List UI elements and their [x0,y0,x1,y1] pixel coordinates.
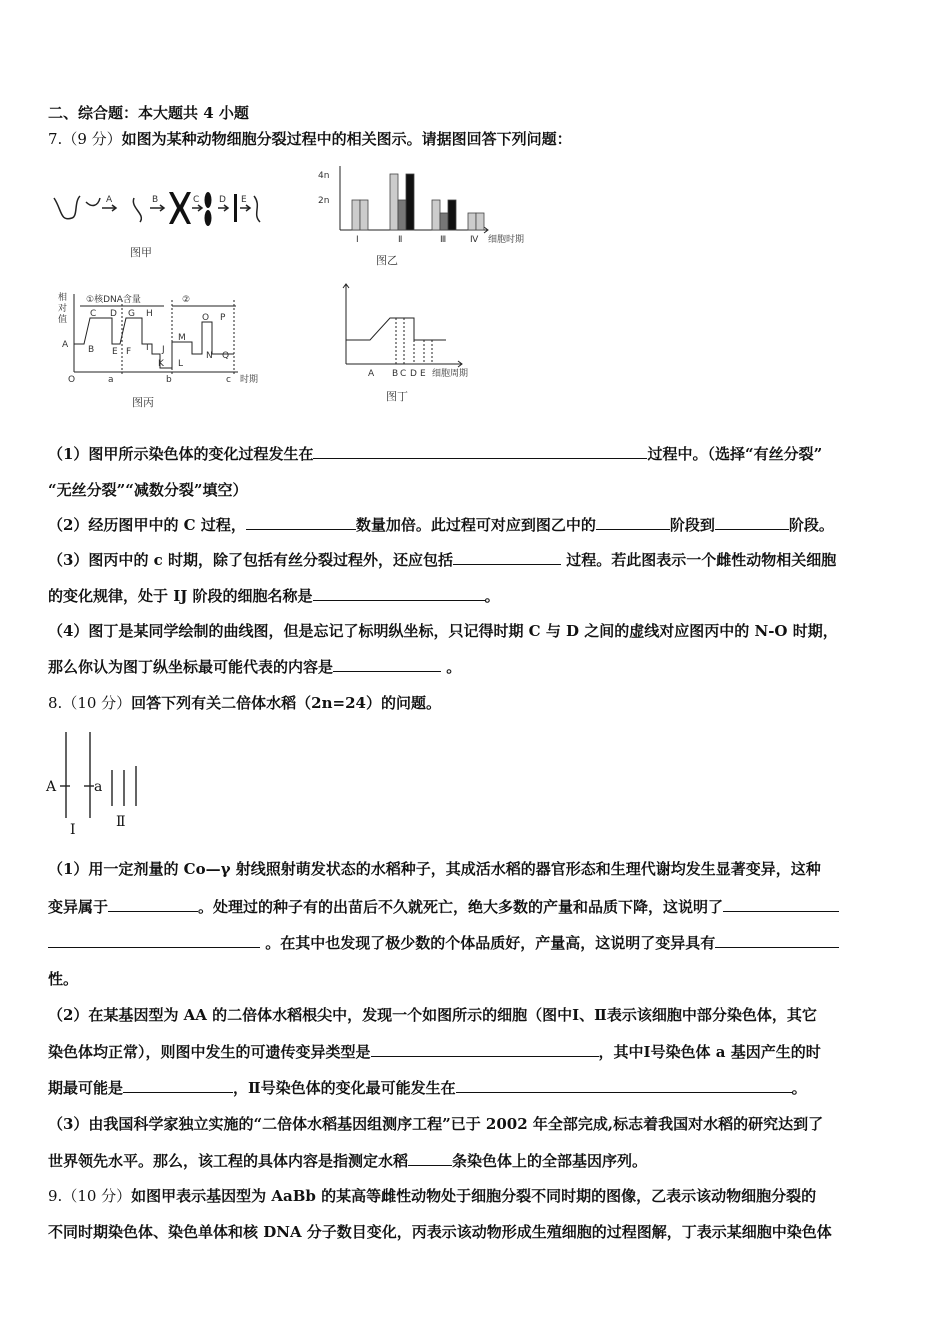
answer-blank[interactable] [246,515,356,530]
answer-blank[interactable] [108,897,198,912]
point-label: J [162,345,165,355]
point-label: A [62,340,69,350]
x-tick: C [400,369,407,379]
chromosome-label: Ⅰ [70,822,76,838]
x-tick: E [420,369,426,379]
y-tick: 4n [318,171,330,181]
y-axis-label: 对 [58,304,68,314]
q7-stem-text: 如图为某种动物细胞分裂过程中的相关图示。请据图回答下列问题： [121,130,572,148]
q7-part-1-cont: “无丝分裂”“减数分裂”填空） [48,481,248,499]
chromatin-strand-2 [86,198,100,205]
chromosome-label: Ⅱ [116,814,126,830]
decondensed-strand [254,196,260,222]
x-tick: Ⅲ [440,235,447,245]
point-label: I [146,343,149,353]
q7-figure-bing [56,290,276,414]
point-label: Q [222,351,230,361]
q9-score: （10 分） [62,1187,132,1205]
bar [440,213,448,230]
x-tick: b [166,375,172,385]
point-label: C [90,309,97,319]
point-label: L [178,359,184,369]
arrow-label: E [241,195,247,205]
arrow-label: D [219,195,226,205]
curve-2-label: ② [182,295,191,305]
figure-caption: 图乙 [376,254,398,267]
bars-period-4 [468,213,484,230]
q8-part-2-cont: 染色体均正常），则图中发生的可遗传变异类型是 ，其中Ⅰ号染色体 a 基因产生的时 [48,1043,821,1061]
answer-blank[interactable] [408,1151,452,1166]
q7-part-1: （1）图甲所示染色体的变化过程发生在 过程中。（选择“有丝分裂” [48,445,823,463]
gene-label: a [94,779,103,795]
figure-caption: 图丁 [386,390,408,403]
answer-blank[interactable] [313,444,647,459]
point-label: G [128,309,135,319]
q8-number: 8. [48,694,63,712]
answer-blank[interactable] [333,657,441,672]
q7-number: 7. [48,130,63,148]
q8-part-1-cont2: 。在其中也发现了极少数的个体品质好，产量高，这说明了变异具有 [48,933,839,953]
q9-stem-text: 如图甲表示基因型为 AaBb 的某高等雌性动物处于细胞分裂不同时期的图像，乙表示该动物细胞分裂的 [131,1187,817,1205]
x-tick: a [108,375,114,385]
q8-part-3-cont: 世界领先水平。那么，该工程的具体内容是指测定水稻 条染色体上的全部基因序列。 [48,1152,648,1170]
y-axis-label: 相 [58,293,68,303]
answer-blank[interactable] [453,550,561,565]
point-label: O [202,313,210,323]
x-tick: Ⅳ [470,235,479,245]
curve-1-label: ①核DNA含量 [86,295,141,305]
x-tick: D [410,369,417,379]
q7-part-4-cont: 那么你认为图丁纵坐标最可能代表的内容是 。 [48,658,462,676]
point-label: M [178,333,186,343]
point-label: K [158,359,164,369]
point-label: H [146,309,153,319]
q9-number: 9. [48,1187,63,1205]
x-tick: c [226,375,231,385]
replicated-chromatin [133,198,141,222]
arrow-label: B [152,195,159,205]
point-label: E [112,347,118,357]
answer-blank[interactable] [48,933,260,948]
answer-blank[interactable] [715,515,789,530]
point-label: F [126,347,132,357]
x-tick: O [68,375,76,385]
answer-blank[interactable] [371,1042,599,1057]
q8-figure [44,726,164,838]
section-heading: 二、综合题：本大题共 4 小题 [48,104,249,122]
answer-blank[interactable] [123,1078,233,1093]
curve-line [346,318,446,340]
q8-part-3: （3）由我国科学家独立实施的“二倍体水稻基因组测序工程”已于 2002 年全部完成,标志着我国对水稻的研究达到了 [48,1115,824,1133]
q8-part-1-cont3: 性。 [48,970,79,988]
bars-period-2 [390,174,414,230]
chromatin-strand-1 [54,196,80,219]
answer-blank[interactable] [715,933,839,948]
point-label: B [88,345,95,355]
bars-period-3 [432,200,456,230]
bar [360,200,368,230]
q7-part-2: （2）经历图甲中的 C 过程， 数量加倍。此过程可对应到图乙中的 阶段到 阶段。 [48,516,834,534]
q8-part-1-cont: 变异属于 。处理过的种子有的出苗后不久就死亡，绝大多数的产量和品质下降，这说明了 [48,897,839,917]
single-chromosome [234,194,237,222]
x-tick: A [368,369,375,379]
q7-part-3: （3）图丙中的 c 时期，除了包括有丝分裂过程外，还应包括 过程。若此图表示一个雌性动物相关细胞 [48,551,837,569]
q8-stem [48,693,441,713]
q8-stem-text: 回答下列有关二倍体水稻（2n=24）的问题。 [131,694,441,712]
arrow-label: C [193,195,200,205]
q7-part-4: （4）图丁是某同学绘制的曲线图，但是忘记了标明纵坐标，只记得时期 C 与 D 之间的虚线对应图丙中的 N-O 时期， [48,622,838,640]
bar [390,174,398,230]
q8-part-2: （2）在某基因型为 AA 的二倍体水稻根尖中，发现一个如图所示的细胞（图中Ⅰ、Ⅱ表示该细胞中部分染色体，其它 [48,1006,817,1024]
point-label: D [110,309,117,319]
q7-figure-yi [312,158,542,268]
bar [448,200,456,230]
q9-stem [48,1186,816,1206]
q7-figure-ding [336,280,506,408]
point-label: P [220,313,226,323]
x-axis-label: 时期 [240,375,259,385]
bars-period-1 [352,200,368,230]
arrow-label: A [106,195,113,205]
y-axis-label: 值 [58,315,68,325]
q7-score: （9 分） [62,130,122,148]
figure-caption: 图丙 [132,396,154,409]
q9-stem-cont: 不同时期染色体、染色单体和核 DNA 分子数目变化，丙表示该动物形成生殖细胞的过程图解，丁表示某细胞中染色体 [48,1223,832,1241]
bar [406,174,414,230]
answer-blank[interactable] [723,897,839,912]
bar [352,200,360,230]
chromatid-upper [205,192,212,208]
gene-label: A [46,779,57,795]
bar [398,200,406,230]
q8-part-2-cont2: 期最可能是 ，Ⅱ号染色体的变化最可能发生在 。 [48,1079,807,1097]
answer-blank[interactable] [456,1078,792,1093]
x-axis-label: 细胞时期 [488,235,525,245]
bar [468,213,476,230]
q8-score: （10 分） [62,694,132,712]
bar [476,213,484,230]
point-label: N [206,351,213,361]
x-chromosome [169,192,191,224]
q7-part-3-cont: 的变化规律，处于 IJ 阶段的细胞名称是 。 [48,587,500,605]
q7-figure-jia [50,178,280,268]
bar [432,200,440,230]
x-tick: Ⅰ [356,235,359,245]
q7-stem [48,129,572,149]
figure-caption: 图甲 [130,246,152,259]
chromatid-lower [205,210,212,226]
answer-blank[interactable] [596,515,670,530]
x-tick: Ⅱ [398,235,403,245]
y-tick: 2n [318,196,330,206]
q8-part-1: （1）用一定剂量的 Co—γ 射线照射萌发状态的水稻种子，其成活水稻的器官形态和生理代谢均发生显著变异，这种 [48,860,821,878]
x-tick: B [392,369,399,379]
answer-blank[interactable] [313,586,485,601]
x-axis-label: 细胞周期 [432,369,469,379]
